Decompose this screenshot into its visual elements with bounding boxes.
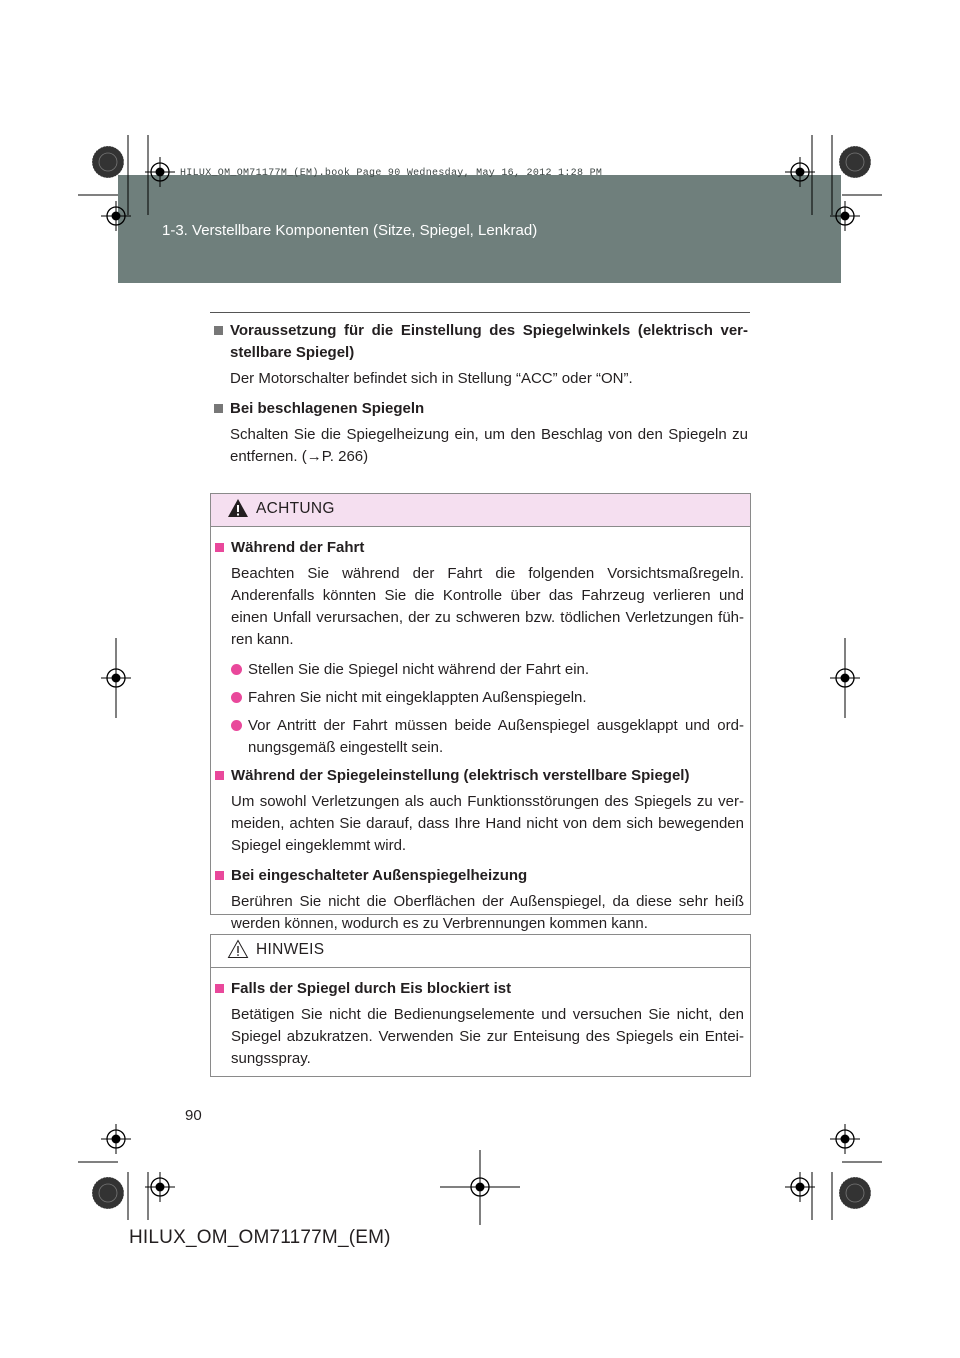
square-bullet-icon: [215, 543, 224, 552]
book-stamp: HILUX_OM_OM71177M_(EM).book Page 90 Wednesday, May 16, 2012 1:28 PM: [180, 168, 603, 179]
notes-section: [212, 320, 748, 476]
warning-heading: Bei eingeschalteter Außenspiegelheizung: [213, 865, 744, 887]
list-item: Stellen Sie die Spiegel nicht während der Fahrt ein.: [213, 659, 744, 681]
warning-box: [210, 493, 751, 932]
note-heading: Bei beschlagenen Spiegeln: [212, 398, 748, 420]
square-bullet-icon: [215, 871, 224, 880]
dot-bullet-icon: [231, 720, 242, 731]
note-text: Der Motorschalter befindet sich in Stellung “ACC” oder “ON”.: [230, 370, 633, 387]
warning-triangle-icon: [227, 498, 249, 518]
list-item: Fahren Sie nicht mit eingeklappten Außenspiegeln.: [213, 687, 744, 709]
dot-bullet-icon: [231, 692, 242, 703]
section-title: 1-3. Verstellbare Komponenten (Sitze, Spiegel, Lenkrad): [162, 222, 538, 239]
note-text: Schalten Sie die Spiegelheizung ein, um den Beschlag von den Spiegeln zu entfernen. (→P. 266): [230, 426, 748, 465]
document-code: HILUX_OM_OM71177M_(EM): [129, 1227, 391, 1248]
warning-text: Berühren Sie nicht die Oberflächen der Außenspiegel, da diese sehr heiß werden können, wodurch es zu Verbrennungen kommen kann.: [231, 893, 744, 932]
warning-text: Um sowohl Verletzungen als auch Funktionsstörungen des Spiegels zu ver-meiden, achten Sie darauf, dass Ihre Hand nicht von dem sich bewegenden Spiegel eingeklemmt wird.: [231, 793, 744, 854]
notice-body: [211, 968, 750, 1088]
square-bullet-icon: [214, 404, 223, 413]
square-bullet-icon: [215, 771, 224, 780]
notice-triangle-icon: [227, 939, 249, 959]
warning-heading: Während der Spiegeleinstellung (elektrisch verstellbare Spiegel): [213, 765, 744, 787]
warning-header: [211, 494, 750, 527]
list-item: Vor Antritt der Fahrt müssen beide Außenspiegel ausgeklappt und ord-nungsgemäß eingestellt sein.: [213, 715, 744, 759]
notice-text: Betätigen Sie nicht die Bedienungselemente und versuchen Sie nicht, den Spiegel abzukratzen. Verwenden Sie zur Enteisung des Spiegels ein Entei-sungsspray.: [231, 1006, 744, 1067]
square-bullet-icon: [215, 984, 224, 993]
warning-label: ACHTUNG: [256, 500, 335, 517]
warning-text: Beachten Sie während der Fahrt die folgenden Vorsichtsmaßregeln. Anderenfalls könnten Sie die Kontrolle über das Fahrzeug verlieren und einen Unfall verursachen, der zu schweren bzw. tödlichen Verletzungen füh-ren kann.: [231, 565, 744, 648]
notice-header: [211, 935, 750, 968]
dot-bullet-icon: [231, 664, 242, 675]
square-bullet-icon: [214, 326, 223, 335]
page-number: 90: [185, 1107, 202, 1124]
notice-box: [210, 934, 751, 1077]
warning-body: [211, 527, 750, 953]
warning-heading: Während der Fahrt: [213, 537, 744, 559]
notice-label: HINWEIS: [256, 941, 325, 958]
top-rule: [210, 312, 750, 313]
note-heading: Voraussetzung für die Einstellung des Spiegelwinkels (elektrisch ver-stellbare Spiegel): [212, 320, 748, 364]
notice-heading: Falls der Spiegel durch Eis blockiert ist: [213, 978, 744, 1000]
